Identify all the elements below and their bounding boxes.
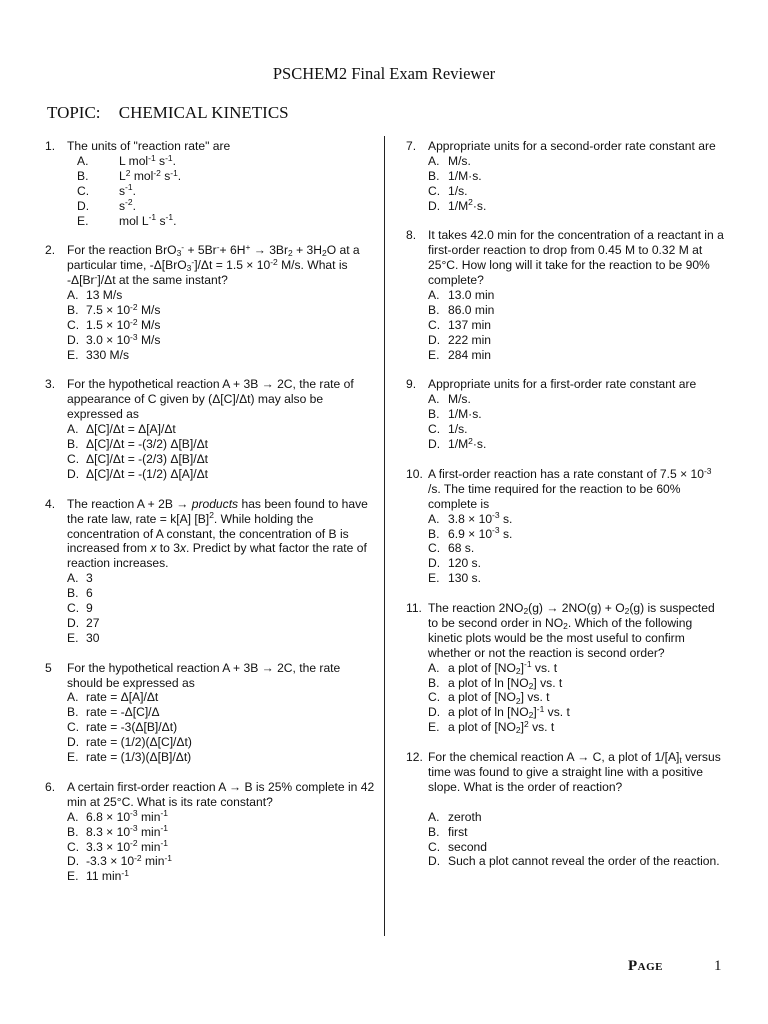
answer-option [428,854,726,869]
option-text: $1/M^2\cdot s$. [448,435,487,452]
option-letter: B. [67,437,79,452]
question-9 [406,377,726,452]
answer-option [428,422,726,437]
option-text: $1/M^2\cdot s$. [448,197,487,213]
option-text: rate = -Δ[C]/Δ [86,705,160,720]
option-text: a plot of $[NO_2]^2$ vs. t [448,719,555,736]
answer-option [67,318,375,333]
option-letter: A. [428,511,440,526]
option-letter: A. [428,809,440,824]
option-text: $L^2$ mol$^{-2}$ $s^{-1}$. [119,167,182,183]
option-letter: A. [428,660,440,675]
option-text: 1/M·s. [448,168,482,183]
question-text: Appropriate units for a first-order rate constant are [428,377,697,392]
answer-option [67,586,375,601]
option-letter: D. [67,735,80,750]
option-text: 30 [86,630,100,645]
answer-option [67,348,375,363]
option-text: $3.0 \times 10^{-3}$ M/s [86,331,161,347]
option-text: 1/s. [448,422,468,437]
option-letter: A. [67,690,79,705]
question-text: For the hypothetical reaction A + 3B → 2C, the rate of appearance of C given by (Δ[C]/Δt) may also be expressed as [67,377,354,422]
answer-option [428,407,726,422]
option-letter: E. [77,213,89,228]
answer-option [428,661,726,676]
option-text: 86.0 min [448,302,495,317]
option-text: 9 [86,601,93,616]
option-letter: B. [67,824,79,839]
spacer [428,795,726,810]
option-text: 6 [86,586,93,601]
question-12 [406,750,726,869]
option-text: rate = (1/2)(Δ[C]/Δt) [86,735,192,750]
option-text: Δ[C]/Δt = -(3/2) Δ[B]/Δt [86,437,209,452]
answer-option [67,333,375,348]
option-letter: E. [67,347,79,362]
option-letter: D. [67,332,80,347]
question-5 [45,661,375,765]
option-letter: C. [428,690,441,705]
option-letter: C. [77,183,90,198]
question-number: 11. [406,601,422,616]
option-text: $6.8 \times 10^{-3}$ $\min^{-1}$ [86,808,168,824]
option-letter: D. [67,466,80,481]
option-text: $3.3 \times 10^{-2}$ $\min^{-1}$ [86,838,168,854]
answer-option [67,154,375,169]
option-letter: E. [67,630,79,645]
option-text: $1.5 \times 10^{-2}$ M/s [86,316,161,332]
question-text: A certain first-order reaction A → B is 25% complete in 42 min at 25°C. What is its rate constant? [67,779,375,809]
option-letter: B. [428,407,440,422]
answer-option [67,869,375,884]
answer-option [67,571,375,586]
option-letter: A. [428,392,440,407]
topic-label: TOPIC: [47,103,101,122]
option-letter: C. [67,452,80,466]
option-letter: B. [67,586,79,601]
option-text: M/s. [448,392,471,407]
answer-option [428,288,726,303]
option-letter: D. [428,556,441,571]
option-letter: C. [428,317,441,332]
page-number: 1 [714,958,722,974]
answer-option [428,571,726,586]
option-letter: A. [428,288,440,303]
option-text: $3.8 \times 10^{-3}$ s. [448,510,513,526]
question-text: The reaction A + 2B → products has been found to have the rate law, rate = k[A] $[B]^2$. While holding the concentration of A constant, the concentration of B is increased from x to 3x. Predict by what factor the rate of reaction increases. [67,496,368,571]
answer-option [67,199,375,214]
question-number: 6. [45,779,56,794]
option-text: 27 [86,615,100,630]
question-number: 10. [406,466,423,481]
answer-option [67,184,375,199]
question-4 [45,497,375,646]
option-letter: D. [77,198,90,213]
question-number: 3. [45,377,56,392]
answer-option [428,690,726,705]
answer-option [67,810,375,825]
option-letter: B. [428,675,440,690]
option-text: 330 M/s [86,347,130,362]
option-letter: D. [428,854,441,869]
question-text: For the chemical reaction A → C, a plot of $1/[A]_t$ versus time was found to give a straight line with a positive slope. What is the order of reaction? [428,750,721,794]
answer-option [428,512,726,527]
option-text: 137 min [448,317,492,332]
option-letter: A. [67,809,79,824]
answer-option [67,303,375,318]
answer-option [428,705,726,720]
question-10 [406,467,726,586]
option-letter: B. [428,824,440,839]
option-letter: D. [67,854,80,869]
column-divider [384,136,385,936]
page-label: Page [628,958,663,974]
option-text: 13 M/s [86,288,123,303]
right-column [406,139,726,884]
answer-option [428,437,726,452]
option-text: 1/M·s. [448,407,482,422]
left-column [45,139,375,899]
option-text: 3 [86,571,93,586]
question-number: 2. [45,243,56,258]
question-3 [45,377,375,481]
answer-option [67,214,375,229]
option-letter: C. [428,422,441,437]
option-text: $7.5 \times 10^{-2}$ M/s [86,301,161,317]
option-text: 120 s. [448,556,481,571]
answer-option [67,452,375,467]
question-number: 4. [45,496,56,511]
option-text: a plot of $[NO_2]^{-1}$ vs. t [448,659,558,676]
option-letter: E. [428,571,440,586]
option-text: L mol$^{-1}$ $s^{-1}$. [119,152,176,168]
option-letter: D. [428,332,441,347]
answer-option [67,840,375,855]
question-11 [406,601,726,735]
option-text: a plot of $[NO_2]$ vs. t [448,690,550,706]
answer-option [67,169,375,184]
option-letter: C. [428,183,441,198]
option-letter: C. [67,720,80,735]
option-letter: B. [428,168,440,183]
option-letter: A. [428,153,440,168]
topic-heading [47,103,289,123]
answer-option [428,318,726,333]
option-text: $-3.3 \times 10^{-2}$ $\min^{-1}$ [86,853,172,869]
option-letter: D. [428,705,441,720]
option-text: Δ[C]/Δt = -(2/3) Δ[B]/Δt [86,452,209,466]
answer-option [67,705,375,720]
answer-option [428,169,726,184]
topic-value: CHEMICAL KINETICS [118,103,289,122]
question-text: For the reaction $BrO_3^- + 5Br^-+ 6H^+ \to 3Br_2 + 3H_2O$ at a particular time, $-\Delta[BrO_3^-]/\Delta t = 1.5 \times 10^{-2}$ M/s. What is -Δ[Br-]/Δt at the same instant? [67,242,360,288]
question-2 [45,243,375,362]
option-letter: E. [428,347,440,362]
answer-option [428,199,726,214]
question-number: 8. [406,228,417,243]
question-8 [406,228,726,362]
option-letter: C. [428,541,441,556]
option-letter: D. [67,615,80,630]
option-letter: C. [428,839,441,854]
option-text: $s^{-1}$. [119,182,136,198]
option-text: M/s. [448,153,471,168]
option-text: 11 $\min^{-1}$ [86,868,129,884]
option-letter: C. [67,601,80,616]
option-letter: E. [67,750,79,765]
question-text: The units of "reaction rate" are [67,139,231,153]
option-text: 13.0 min [448,288,495,303]
option-text: zeroth [448,809,482,824]
option-text: 284 min [448,347,492,362]
answer-option [67,631,375,646]
option-text: rate = -3(Δ[B]/Δt) [86,720,178,735]
answer-option [428,556,726,571]
question-text: It takes 42.0 min for the concentration of a reactant in a first-order reaction to drop from 0.45 M to 0.32 M at 25°C. How long will it take for the reaction to be 90% complete? [428,228,724,288]
answer-option [428,154,726,169]
option-text: first [448,824,468,839]
option-text: 130 s. [448,571,481,586]
option-letter: C. [67,317,80,332]
option-letter: B. [67,302,79,317]
answer-option [428,303,726,318]
option-text: Such a plot cannot reveal the order of the reaction. [448,854,720,869]
option-text: $6.9 \times 10^{-3}$ s. [448,525,513,541]
question-text: A first-order reaction has a rate constant of $7.5 \times 10^{-3}$ /s. The time required for the reaction to be 60% complete is [428,465,712,511]
question-text: For the hypothetical reaction A + 3B → 2C, the rate should be expressed as [67,660,341,690]
option-letter: A. [67,571,79,586]
answer-option [67,750,375,765]
answer-option [428,348,726,363]
answer-option [67,825,375,840]
answer-option [428,825,726,840]
option-text: a plot of $\ln [NO_2]^{-1}$ vs. t [448,704,570,721]
option-letter: D. [428,437,441,452]
option-letter: A. [77,153,89,168]
option-letter: E. [428,720,440,735]
answer-option [67,720,375,735]
option-text: Δ[C]/Δt = -(1/2) Δ[A]/Δt [86,466,209,481]
answer-option [428,541,726,556]
option-letter: A. [67,422,79,437]
question-7 [406,139,726,214]
answer-option [67,735,375,750]
option-letter: C. [67,839,80,854]
answer-option [428,676,726,691]
option-text: mol $L^{-1}$ $s^{-1}$. [119,212,177,228]
answer-option [67,616,375,631]
option-letter: A. [67,288,79,303]
option-letter: B. [428,526,440,541]
answer-option [67,601,375,616]
answer-option [428,720,726,735]
page-title: PSCHEM2 Final Exam Reviewer [272,64,496,83]
question-text: The reaction $2NO_2(g) \to 2NO(g) + O_2(g)$ is suspected to be second order in $NO_2$. Which of the following kinetic plots would be the most useful to confirm whether or not the reaction is second order? [428,601,715,660]
answer-option [67,437,375,452]
question-number: 12. [406,750,423,765]
option-text: $8.3 \times 10^{-3}$ $\min^{-1}$ [86,823,168,839]
answer-option [67,854,375,869]
option-letter: B. [67,705,79,720]
option-letter: B. [77,168,89,183]
answer-option [67,288,375,303]
question-6 [45,780,375,884]
option-text: Δ[C]/Δt = Δ[A]/Δt [86,422,176,437]
answer-option [428,392,726,407]
option-letter: B. [428,302,440,317]
question-number: 1. [45,139,56,153]
question-number: 7. [406,139,417,153]
option-text: 68 s. [448,541,475,556]
answer-option [428,810,726,825]
question-1 [45,139,375,228]
question-text: Appropriate units for a second-order rate constant are [428,139,716,153]
answer-option [67,467,375,482]
option-letter: D. [428,198,441,213]
answer-option [428,527,726,542]
option-letter: E. [67,869,79,884]
answer-option [428,333,726,348]
option-text: a plot of $\ln [NO_2]$ vs. t [448,675,563,691]
question-number: 5 [45,660,52,675]
question-number: 9. [406,377,417,392]
option-text: $s^{-2}$. [119,197,136,213]
option-text: rate = Δ[A]/Δt [86,690,159,705]
option-text: second [448,839,487,854]
option-text: 222 min [448,332,492,347]
answer-option [67,690,375,705]
answer-option [428,840,726,855]
answer-option [67,422,375,437]
option-text: 1/s. [448,183,468,198]
option-text: rate = (1/3)(Δ[B]/Δt) [86,750,192,765]
